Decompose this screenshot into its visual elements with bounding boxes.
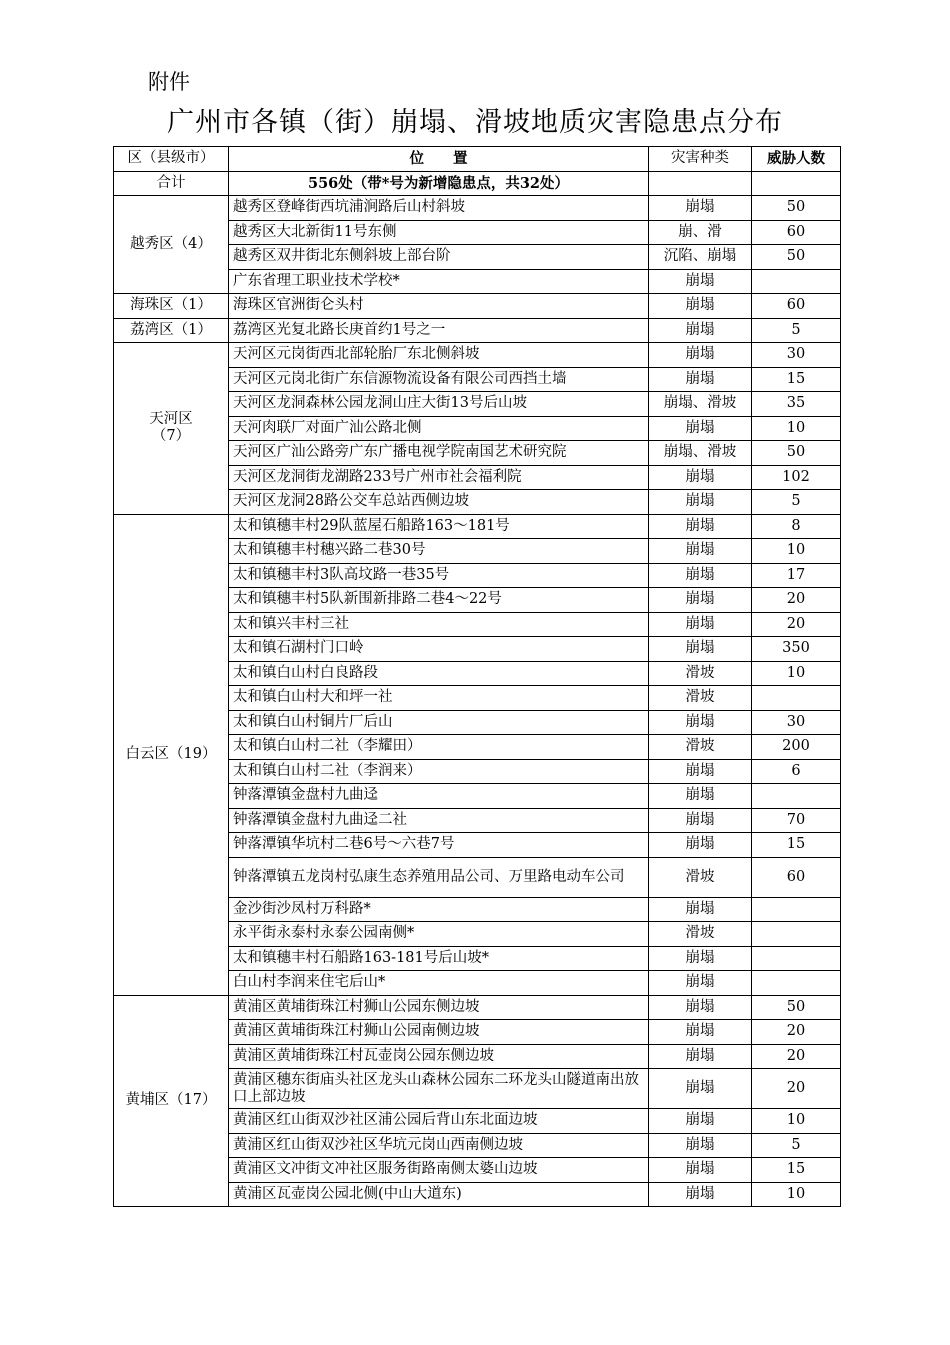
location-cell: 黄浦区黄埔街珠江村狮山公园南侧边坡 [229,1020,649,1045]
district-cell: 天河区 （7） [114,343,229,515]
hazard-type-cell: 崩塌 [649,294,752,319]
hazard-type-cell: 崩塌 [649,1158,752,1183]
table-row [114,995,841,1020]
location-cell: 太和镇穗丰村穗兴路二巷30号 [229,539,649,564]
hazard-type-cell: 崩塌 [649,946,752,971]
location-cell: 黄浦区瓦壶岗公园北侧(中山大道东) [229,1182,649,1207]
hazard-type-cell: 崩塌 [649,808,752,833]
location-cell: 黄浦区黄埔街珠江村狮山公园东侧边坡 [229,995,649,1020]
location-cell: 黄浦区黄埔街珠江村瓦壶岗公园东侧边坡 [229,1044,649,1069]
hazard-type-cell: 崩塌 [649,416,752,441]
threat-count-cell: 10 [752,1182,841,1207]
table-header-row [114,147,841,172]
threat-count-cell: 5 [752,318,841,343]
threat-count-cell: 30 [752,710,841,735]
district-cell: 越秀区（4） [114,196,229,294]
location-cell: 黄浦区穗东街庙头社区龙头山森林公园东二环龙头山隧道南出放口上部边坡 [229,1069,649,1109]
threat-count-cell: 60 [752,294,841,319]
threat-count-cell: 20 [752,1069,841,1109]
hazard-type-cell: 崩塌 [649,784,752,809]
hazard-type-cell: 崩塌 [649,490,752,515]
hazard-type-cell: 崩、滑 [649,220,752,245]
threat-count-cell: 10 [752,416,841,441]
attachment-label: 附件 [148,70,190,94]
location-cell: 越秀区双井街北东侧斜坡上部台阶 [229,245,649,270]
threat-count-cell [752,269,841,294]
hazard-type-cell: 崩塌 [649,367,752,392]
threat-count-cell: 10 [752,1109,841,1134]
district-cell: 海珠区（1） [114,294,229,319]
total-text: 556处（带*号为新增隐患点，共32处） [229,171,649,196]
hazard-type-cell: 崩塌 [649,759,752,784]
table-row [114,318,841,343]
hazard-type-cell: 崩塌 [649,1020,752,1045]
location-cell: 太和镇穗丰村3队高坟路一巷35号 [229,563,649,588]
location-cell: 太和镇白山村铜片厂后山 [229,710,649,735]
hazard-type-cell: 崩塌 [649,1069,752,1109]
hazard-type-cell: 崩塌 [649,196,752,221]
threat-count-cell: 20 [752,612,841,637]
hazard-type-cell: 崩塌 [649,514,752,539]
threat-count-cell: 60 [752,857,841,897]
location-cell: 太和镇穗丰村5队新围新排路二巷4～22号 [229,588,649,613]
threat-count-cell: 20 [752,1044,841,1069]
hazard-type-cell: 沉陷、崩塌 [649,245,752,270]
location-cell: 白山村李润来住宅后山* [229,971,649,996]
hazard-type-cell: 崩塌 [649,1109,752,1134]
location-cell: 太和镇穗丰村29队蓝屋石船路163～181号 [229,514,649,539]
hazard-type-cell: 崩塌 [649,612,752,637]
location-cell: 天河区元岗街西北部轮胎厂东北侧斜坡 [229,343,649,368]
threat-count-cell [752,686,841,711]
threat-count-cell [752,897,841,922]
location-cell: 天河区龙洞街龙湖路233号广州市社会福利院 [229,465,649,490]
hazard-type-cell: 崩塌 [649,588,752,613]
threat-count-cell: 5 [752,490,841,515]
threat-count-cell: 10 [752,661,841,686]
threat-count-cell: 17 [752,563,841,588]
location-cell: 太和镇白山村大和坪一社 [229,686,649,711]
hazard-type-cell: 滑坡 [649,857,752,897]
location-cell: 钟落潭镇五龙岗村弘康生态养殖用品公司、万里路电动车公司 [229,857,649,897]
hazard-type-cell: 崩塌 [649,1133,752,1158]
hazard-type-cell: 滑坡 [649,686,752,711]
total-label: 合计 [114,171,229,196]
threat-count-cell [752,922,841,947]
header-threat-count: 威胁人数 [752,147,841,172]
location-cell: 永平街永泰村永泰公园南侧* [229,922,649,947]
threat-count-cell: 50 [752,441,841,466]
header-district: 区（县级市） [114,147,229,172]
threat-count-cell: 102 [752,465,841,490]
location-cell: 太和镇兴丰村三社 [229,612,649,637]
hazard-type-cell: 崩塌 [649,269,752,294]
location-cell: 黄浦区红山街双沙社区华坑元岗山西南侧边坡 [229,1133,649,1158]
hazard-type-cell: 滑坡 [649,661,752,686]
location-cell: 太和镇穗丰村石船路163-181号后山坡* [229,946,649,971]
hazard-type-cell: 崩塌 [649,465,752,490]
threat-count-cell: 8 [752,514,841,539]
hazard-type-cell: 崩塌 [649,833,752,858]
location-cell: 太和镇白山村白良路段 [229,661,649,686]
hazard-type-cell: 崩塌 [649,539,752,564]
location-cell: 广东省理工职业技术学校* [229,269,649,294]
threat-count-cell: 50 [752,245,841,270]
location-cell: 钟落潭镇金盘村九曲迳 [229,784,649,809]
location-cell: 钟落潭镇金盘村九曲迳二社 [229,808,649,833]
header-location: 位 置 [229,147,649,172]
hazard-table [113,146,841,1207]
threat-count-cell: 15 [752,367,841,392]
district-cell: 黄埔区（17） [114,995,229,1207]
hazard-type-cell: 崩塌 [649,637,752,662]
table-row [114,196,841,221]
threat-count-cell: 50 [752,196,841,221]
location-cell: 天河区广汕公路旁广东广播电视学院南国艺术研究院 [229,441,649,466]
threat-count-cell: 15 [752,833,841,858]
location-cell: 天河区元岗北街广东信源物流设备有限公司西挡土墙 [229,367,649,392]
location-cell: 太和镇白山村二社（李耀田） [229,735,649,760]
hazard-type-cell: 崩塌、滑坡 [649,392,752,417]
location-cell: 太和镇白山村二社（李润来） [229,759,649,784]
hazard-type-cell: 滑坡 [649,735,752,760]
location-cell: 黄浦区红山街双沙社区浦公园后背山东北面边坡 [229,1109,649,1134]
threat-count-cell: 70 [752,808,841,833]
document-title: 广州市各镇（街）崩塌、滑坡地质灾害隐患点分布 [167,107,783,138]
table-row [114,514,841,539]
threat-count-cell: 15 [752,1158,841,1183]
threat-count-cell: 10 [752,539,841,564]
threat-count-cell: 20 [752,1020,841,1045]
location-cell: 越秀区登峰街西坑浦涧路后山村斜坡 [229,196,649,221]
hazard-type-cell: 崩塌 [649,897,752,922]
table-row [114,343,841,368]
total-row [114,171,841,196]
hazard-type-cell: 崩塌 [649,710,752,735]
total-type-cell [649,171,752,196]
threat-count-cell: 6 [752,759,841,784]
district-cell: 荔湾区（1） [114,318,229,343]
location-cell: 越秀区大北新街11号东侧 [229,220,649,245]
location-cell: 太和镇石湖村门口岭 [229,637,649,662]
hazard-type-cell: 崩塌 [649,1182,752,1207]
location-cell: 钟落潭镇华坑村二巷6号～六巷7号 [229,833,649,858]
location-cell: 金沙街沙凤村万科路* [229,897,649,922]
threat-count-cell: 350 [752,637,841,662]
hazard-type-cell: 崩塌、滑坡 [649,441,752,466]
threat-count-cell: 60 [752,220,841,245]
location-cell: 天河区龙洞森林公园龙洞山庄大街13号后山坡 [229,392,649,417]
table-row [114,294,841,319]
threat-count-cell: 200 [752,735,841,760]
threat-count-cell: 30 [752,343,841,368]
threat-count-cell [752,946,841,971]
hazard-type-cell: 崩塌 [649,971,752,996]
hazard-type-cell: 崩塌 [649,318,752,343]
location-cell: 黄浦区文冲街文冲社区服务街路南侧太婆山边坡 [229,1158,649,1183]
threat-count-cell: 50 [752,995,841,1020]
header-hazard-type: 灾害种类 [649,147,752,172]
location-cell: 天河区龙洞28路公交车总站西侧边坡 [229,490,649,515]
total-count-cell [752,171,841,196]
location-cell: 荔湾区光复北路长庚首约1号之一 [229,318,649,343]
threat-count-cell: 20 [752,588,841,613]
hazard-type-cell: 崩塌 [649,1044,752,1069]
location-cell: 海珠区官洲街仑头村 [229,294,649,319]
location-cell: 天河肉联厂对面广汕公路北侧 [229,416,649,441]
threat-count-cell [752,971,841,996]
threat-count-cell: 35 [752,392,841,417]
hazard-type-cell: 崩塌 [649,995,752,1020]
hazard-type-cell: 崩塌 [649,563,752,588]
threat-count-cell: 5 [752,1133,841,1158]
district-cell: 白云区（19） [114,514,229,995]
threat-count-cell [752,784,841,809]
hazard-type-cell: 崩塌 [649,343,752,368]
hazard-type-cell: 滑坡 [649,922,752,947]
